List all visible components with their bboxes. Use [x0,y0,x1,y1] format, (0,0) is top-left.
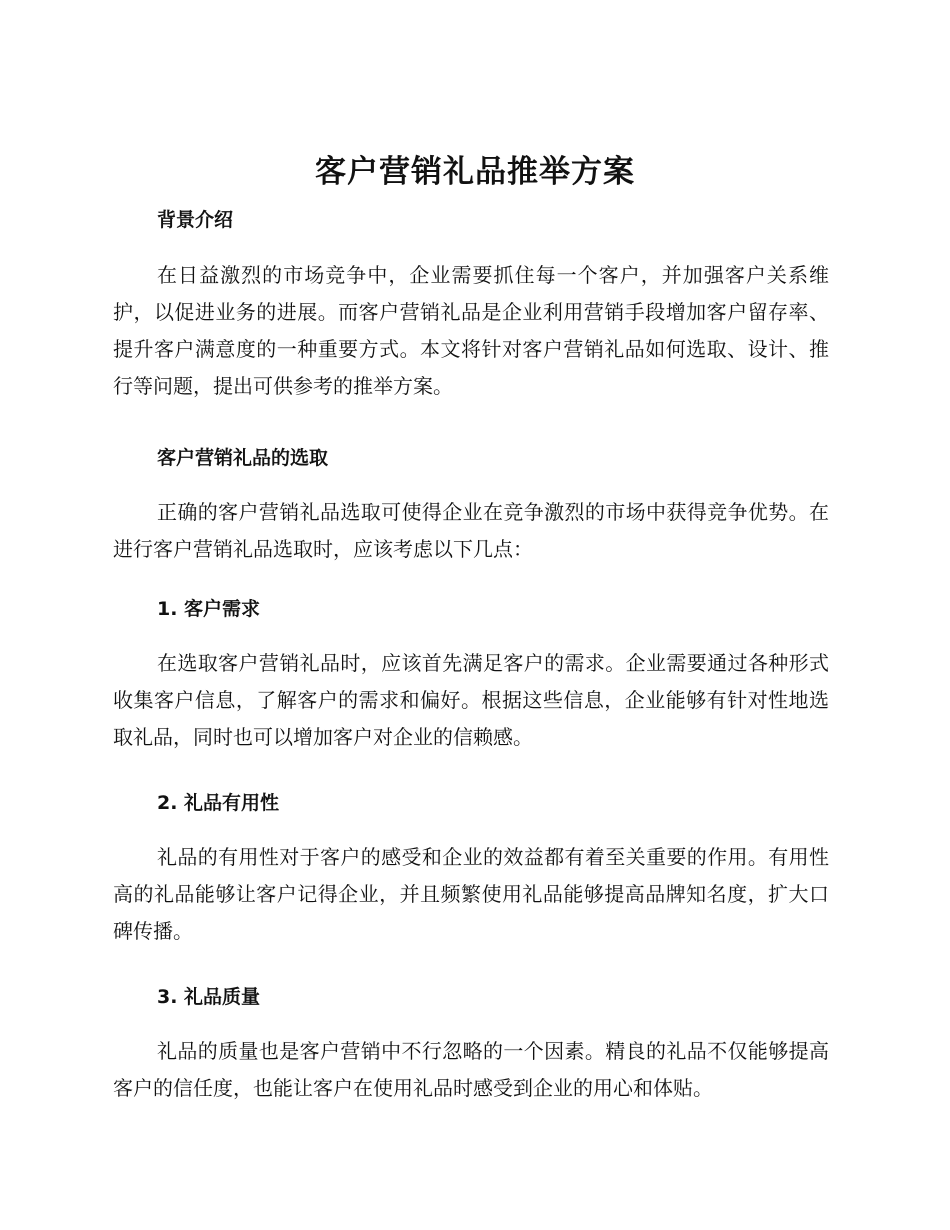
section-heading-gift-quality: 3. 礼品质量 [157,986,261,1008]
section-paragraph-gift-quality: 礼品的质量也是客户营销中不行忽略的一个因素。精良的礼品不仅能够提高客户的信任度，也能让客户在使用礼品时感受到企业的用心和体贴。 [113,1039,829,1100]
document-title: 客户营销礼品推举方案 [315,154,635,190]
section-heading-gift-usefulness: 2. 礼品有用性 [157,792,280,814]
section-paragraph-selection: 正确的客户营销礼品选取可使得企业在竞争激烈的市场中获得竞争优势。在进行客户营销礼品选取时，应该考虑以下几点： [113,500,829,561]
section-heading-customer-needs: 1. 客户需求 [157,598,261,620]
section-heading-background: 背景介绍 [157,209,234,231]
section-heading-selection: 客户营销礼品的选取 [157,447,329,469]
section-paragraph-customer-needs: 在选取客户营销礼品时，应该首先满足客户的需求。企业需要通过各种形式收集客户信息，了解客户的需求和偏好。根据这些信息，企业能够有针对性地选取礼品，同时也可以增加客户对企业的信赖感。 [113,651,829,749]
section-paragraph-background: 在日益激烈的市场竞争中，企业需要抓住每一个客户，并加强客户关系维护，以促进业务的进展。而客户营销礼品是企业利用营销手段增加客户留存率、提升客户满意度的一种重要方式。本文将针对客户营销礼品如何选取、设计、推行等问题，提出可供参考的推举方案。 [113,263,829,398]
section-paragraph-gift-usefulness: 礼品的有用性对于客户的感受和企业的效益都有着至关重要的作用。有用性高的礼品能够让客户记得企业，并且频繁使用礼品能够提高品牌知名度，扩大口碑传播。 [113,845,829,943]
